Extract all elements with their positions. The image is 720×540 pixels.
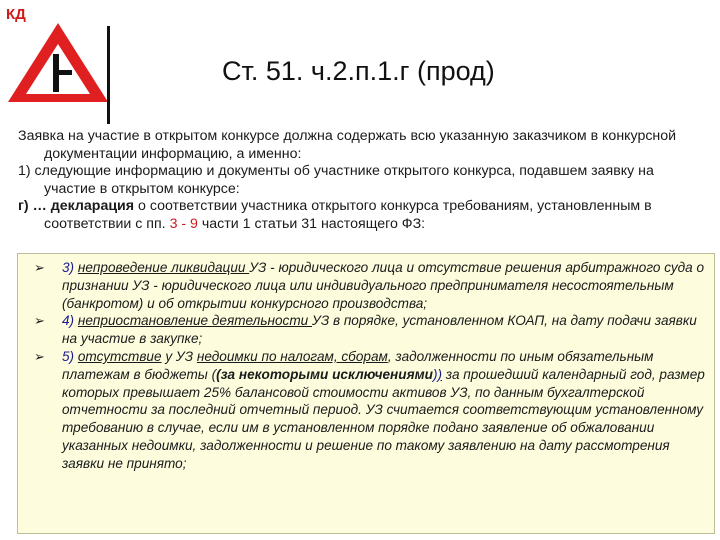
item-number: 3) — [62, 260, 75, 275]
item-text: за прошедший календарный год, размер которых превышает 25% балансовой стоимости активов УЗ, по данным бухгалтерской отчетности за последний отчетный период. УЗ считается соответствующим установленному требованию в случае, если им в установленном порядке подано заявление об обжаловании указанных недоимки, задолженности и решение по такому заявлению на дату рассмотрения заявки не принято; — [62, 366, 705, 471]
arrow-bullet-icon: ➢ — [34, 348, 45, 364]
intro-paragraph-2: 1) следующие информацию и документы об участнике открытого конкурса, подавшем заявку на участие в открытом конкурсе: — [18, 163, 654, 197]
list-item — [34, 348, 706, 473]
exceptions-note: (за некоторыми исключениями — [216, 366, 433, 382]
declaration-range: 3 - 9 — [169, 215, 198, 232]
item-text: УЗ в порядке, установленном КОАП, на дату подачи заявки на участие в закупке; — [62, 313, 697, 347]
list-item — [34, 259, 706, 312]
list-item — [34, 312, 706, 348]
declaration-text-2: части 1 статьи 31 настоящего ФЗ: — [197, 215, 426, 232]
item-number: 5) — [62, 348, 75, 364]
intro-paragraph-3 — [18, 198, 708, 233]
requirements-list — [34, 259, 706, 473]
declaration-label: г) … декларация — [18, 198, 135, 214]
item-text: УЗ - юридического лица и отсутствие решения арбитражного суда о признании УЗ - юридического лица или индивидуального предпринимателя несостоятельным (банкротом) и об открытии конкурсного производства; — [62, 260, 705, 311]
corner-label: КД — [6, 6, 26, 23]
declaration-text-1: о соответствии участника открытого конкурса требованиям, установленным в соответствии с пп. — [44, 198, 652, 232]
intro-paragraph-1: Заявка на участие в открытом конкурсе должна содержать всю указанную заказчиком в конкурсной документации информацию, а именно: — [18, 128, 677, 162]
arrow-bullet-icon: ➢ — [34, 313, 45, 329]
slide-title: Ст. 51. ч.2.п.1.г (прод) — [222, 56, 495, 86]
header-divider — [107, 26, 110, 124]
item-title: неприостановление деятельности — [77, 313, 312, 329]
item-title: отсутствие — [77, 348, 162, 364]
item-number: 4) — [62, 313, 75, 329]
exceptions-close: )) — [432, 366, 442, 382]
item-text: , задолженности по иным обязательным платежам в бюджеты ( — [62, 348, 654, 382]
item-title: непроведение ликвидации — [77, 260, 250, 275]
arrow-bullet-icon: ➢ — [34, 260, 45, 275]
item-text: у УЗ — [161, 348, 197, 364]
intro-text — [18, 128, 708, 233]
road-sign-icon — [3, 20, 113, 120]
item-title-2: недоимки по налогам, сборам — [196, 348, 388, 364]
